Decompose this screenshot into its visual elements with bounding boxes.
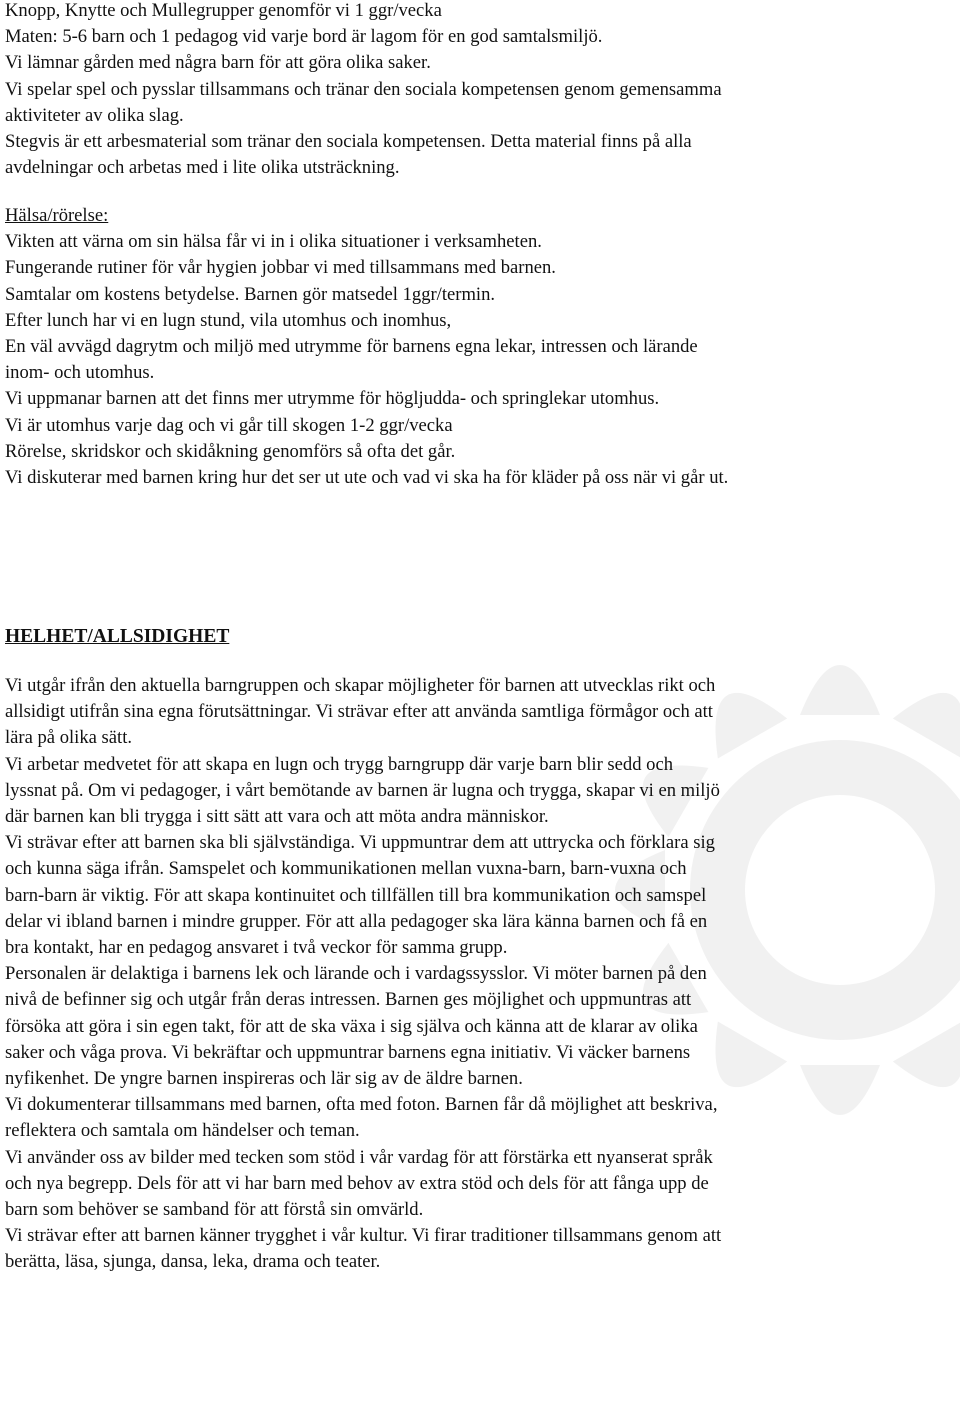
health-line: En väl avvägd dagrytm och miljö med utrymme för barnens egna lekar, intressen och lärande	[5, 336, 698, 358]
helhet-line: lära på olika sätt.	[5, 727, 133, 749]
helhet-line: lyssnat på. Om vi pedagoger, i vårt bemötande av barnen är lugna och trygga, skapar vi en miljö	[5, 779, 720, 801]
intro-line: Stegvis är ett arbesmaterial som tränar den sociala kompetensen. Detta material finns på alla	[5, 131, 692, 153]
helhet-line: där barnen kan bli trygga i sitt sätt att vara och att möta andra människor.	[5, 806, 549, 828]
intro-line: aktiviteter av olika slag.	[5, 104, 184, 126]
helhet-line: delar vi ibland barnen i mindre grupper. För att alla pedagoger ska lära känna barnen och få en	[5, 910, 708, 932]
helhet-section-body	[5, 673, 945, 1276]
helhet-line: nyfikenhet. De yngre barnen inspireras och lär sig av de äldre barnen.	[5, 1068, 523, 1090]
helhet-line: Vi utgår ifrån den aktuella barngruppen och skapar möjligheter för barnen att utvecklas rikt och	[5, 675, 716, 696]
health-line: Rörelse, skridskor och skidåkning genomförs så ofta det går.	[5, 440, 456, 462]
health-line: Vi diskuterar med barnen kring hur det ser ut ute och vad vi ska ha för kläder på oss när vi går ut.	[5, 467, 729, 489]
helhet-line: allsidigt utifrån sina egna förutsättningar. Vi strävar efter att använda samtliga förmågor och att	[5, 701, 713, 723]
intro-line: Knopp, Knytte och Mullegrupper genomför vi 1 ggr/vecka	[5, 0, 442, 21]
intro-line: Vi spelar spel och pysslar tillsammans och tränar den sociala kompetensen genom gemensamma	[5, 78, 722, 100]
helhet-line: Vi strävar efter att barnen ska bli självständiga. Vi uppmuntrar dem att uttrycka och förklara sig	[5, 832, 715, 854]
health-heading: Hälsa/rörelse:	[5, 205, 109, 226]
health-line: Vi uppmanar barnen att det finns mer utrymme för högljudda- och springlekar utomhus.	[5, 388, 660, 410]
section-title: HELHET/ALLSIDIGHET	[5, 626, 230, 647]
health-line: Efter lunch har vi en lugn stund, vila utomhus och inomhus,	[5, 309, 452, 331]
helhet-section-title-block	[5, 624, 945, 650]
helhet-line: och nya begrepp. Dels för att vi har barn med behov av extra stöd och dels för att fånga upp de	[5, 1172, 709, 1194]
helhet-line: berätta, läsa, sjunga, dansa, leka, drama och teater.	[5, 1251, 381, 1273]
health-line: Vi är utomhus varje dag och vi går till skogen 1-2 ggr/vecka	[5, 414, 453, 436]
helhet-line: saker och våga prova. Vi bekräftar och uppmuntrar barnens egna initiativ. Vi väcker barnens	[5, 1041, 691, 1063]
intro-line: avdelningar och arbetas med i lite olika utsträckning.	[5, 157, 400, 179]
intro-line: Vi lämnar gården med några barn för att göra olika saker.	[5, 52, 431, 74]
helhet-line: försöka att göra i sin egen takt, för att de ska växa i sig själva och känna att de klarar av olika	[5, 1015, 698, 1037]
health-section	[5, 203, 945, 491]
helhet-line: Vi använder oss av bilder med tecken som stöd i vår vardag för att förstärka ett nyanserat språk	[5, 1146, 713, 1168]
health-line: Fungerande rutiner för vår hygien jobbar vi med tillsammans med barnen.	[5, 257, 556, 279]
helhet-line: Vi arbetar medvetet för att skapa en lugn och trygg barngrupp där varje barn blir sedd och	[5, 753, 674, 775]
helhet-line: Vi strävar efter att barnen känner trygghet i vår kultur. Vi firar traditioner tillsammans genom att	[5, 1225, 722, 1247]
health-line: Vikten att värna om sin hälsa får vi in i olika situationer i verksamheten.	[5, 231, 542, 253]
helhet-line: barn som behöver se samband för att förstå sin omvärld.	[5, 1199, 424, 1221]
intro-line: Maten: 5-6 barn och 1 pedagog vid varje bord är lagom för en god samtalsmiljö.	[5, 26, 603, 48]
helhet-line: Personalen är delaktiga i barnens lek och lärande och i vardagssysslor. Vi möter barnen på den	[5, 963, 707, 985]
intro-paragraph	[5, 0, 945, 181]
helhet-line: och kunna säga ifrån. Samspelet och kommunikationen mellan vuxna-barn, barn-vuxna och	[5, 858, 687, 880]
health-line: inom- och utomhus.	[5, 362, 155, 384]
helhet-line: bra kontakt, har en pedagog ansvaret i två veckor för samma grupp.	[5, 937, 508, 959]
helhet-line: nivå de befinner sig och utgår från deras intressen. Barnen ges möjlighet och uppmuntras att	[5, 989, 692, 1011]
helhet-line: barn-barn är viktig. För att skapa kontinuitet och tillfällen till bra kommunikation och samspel	[5, 884, 707, 906]
helhet-line: reflektera och samtala om händelser och teman.	[5, 1120, 360, 1142]
helhet-line: Vi dokumenterar tillsammans med barnen, ofta med foton. Barnen får då möjlighet att beskriva,	[5, 1094, 718, 1116]
health-line: Samtalar om kostens betydelse. Barnen gör matsedel 1ggr/termin.	[5, 283, 496, 305]
